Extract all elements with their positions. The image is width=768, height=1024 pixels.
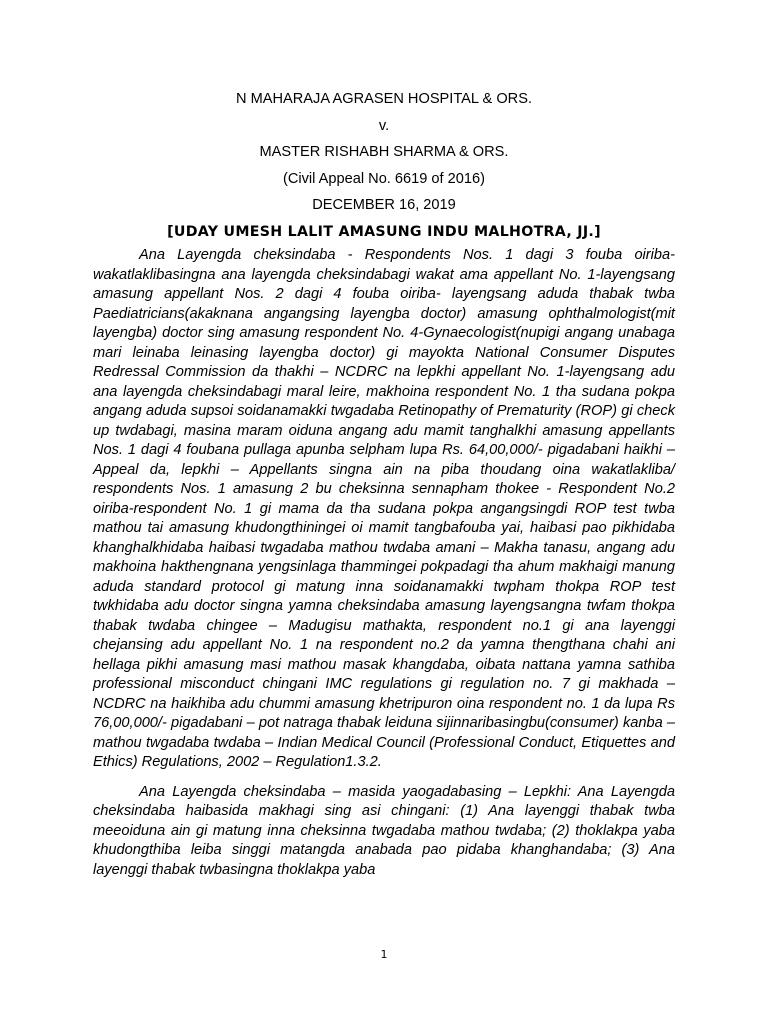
headnote-paragraph-1: Ana Layengda cheksindaba - Respondents Nos. 1 dagi 3 fouba oiriba-wakatlaklibasingna ana layengda cheksindabagi wakat ama appellant No. 1-layengsang amasung appellant Nos. 2 dagi 4 fouba oiriba- layengsang aduda thabak twba Paediatricians(akaknana angangsing layengba doctor) amasung ophthalmologist(mit layengba) doctor sing amasung respondent No. 4-Gynaecologist(nupigi angang unabaga mari leinaba leinasing layengba doctor) gi mayokta National Consumer Disputes Redressal Commission da thakhi – NCDRC na lepkhi appellant No. 1-layengsang adu ana layengda cheksindabagi maral leire, makhoina respondent No. 1 tha sudana pokpa angang aduda supsoi soidanamakki twgadaba Retinopathy of Prematurity (ROP) gi check up twdabagi, masina maram oiduna angang adu mamit tanghalkhi amasung appellants Nos. 1 dagi 4 foubana pullaga apunba selpham lupa Rs. 64,00,000/- pigadabani haikhi – Appeal da, lepkhi – Appellants singna ain na piba thoudang oina wakatlakliba/ respondents Nos. 1 amasung 2 bu cheksinna sennapham thokee - Respondent No.2 oiriba-respondent No. 1 gi mama da tha sudana pokpa angangsingdi ROP test twba mathou tai amasung khudongthiningei oi mamit tangbafouba yai, haibasi pao pikhidaba khanghalkhidaba haibasi twgadaba mathou twdaba amani – Makha tanasu, angang adu makhoina hakthengnana yengsinlaga thammingei pokpadagi tha ahum makhaigi manung aduda standard protocol gi matung inna soidanamakki twpham thokpa ROP test twkhidaba adu doctor singna yamna cheksindaba amasung layengsangna twfam thokpa thabak twdaba chingee – Madugisu mathakta, respondent no.1 gi ana layenggi chejansing adu appellant No. 1 na respondent no.2 da yamna thengthana chahi ani hellaga pikhi amasung masi mathou masak khangdaba, oibata nattana yamna sathiba professional misconduct chingani IMC regulations gi regulation no. 7 gi makhada – NCDRC na haikhiba adu chummi amasung khetripuron oina respondent no. 1 da lupa Rs 76,00,000/- pigadabani – pot natraga thabak leiduna sijinnaribasingbu(consumer) kanba – mathou twgadaba twdaba – Indian Medical Council (Professional Conduct, Etiquettes and Ethics) Regulations, 2002 – Regulation1.3.2. bbox=[93, 247, 675, 770]
page-number: 1 bbox=[380, 948, 388, 961]
judgment-date: DECEMBER 16, 2019 bbox=[312, 197, 456, 213]
document-body bbox=[93, 246, 675, 890]
appeal-number: (Civil Appeal No. 6619 of 2016) bbox=[282, 170, 485, 187]
headnote-paragraph-2: Ana Layengda cheksindaba – masida yaogadabasing – Lepkhi: Ana Layengda cheksindaba haibasida makhagi sing asi chingani: (1) Ana layenggi thabak twba meeoiduna ain gi matung inna cheksinna twgadaba mathou twdaba; (2) thoklakpa yaba khudongthiba leiba singgi matangda anabada pao pidaba khanghandaba; (3) Ana layenggi thabak twbasingna thoklakpa yaba bbox=[93, 783, 675, 878]
versus-label: v. bbox=[378, 117, 390, 134]
respondent-title: MASTER RISHABH SHARMA & ORS. bbox=[259, 144, 509, 160]
appellant-title: N MAHARAJA AGRASEN HOSPITAL & ORS. bbox=[236, 91, 532, 107]
case-header bbox=[0, 86, 768, 245]
bench-judges: [UDAY UMESH LALIT AMASUNG INDU MALHOTRA, JJ.] bbox=[167, 223, 601, 240]
